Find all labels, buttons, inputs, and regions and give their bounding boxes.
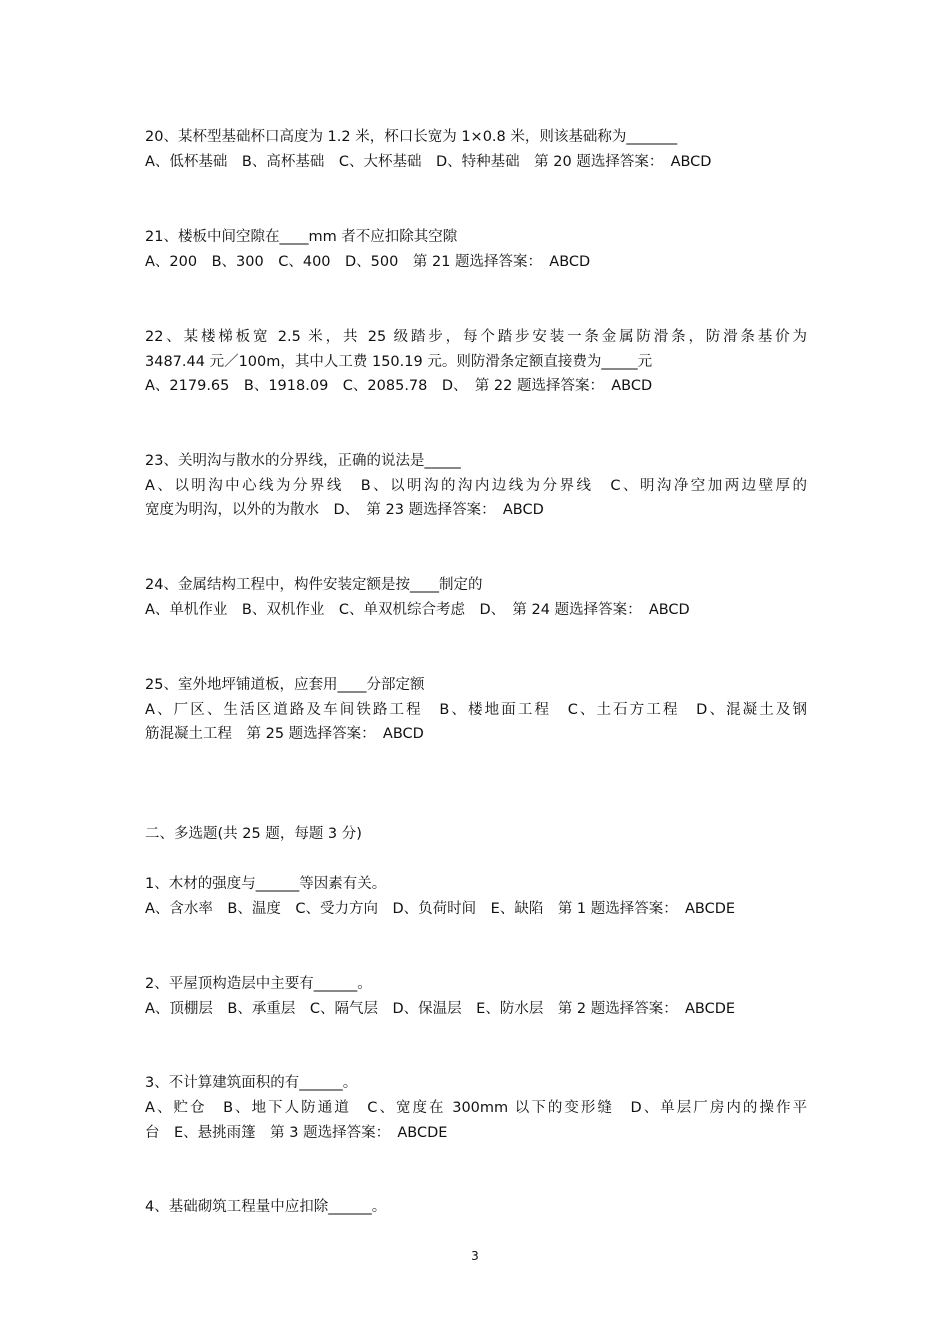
- page-number: 3: [471, 1249, 479, 1263]
- mc-question-3-options-line-1: A、贮仓 B、地下人防通道 C、宽度在 300mm 以下的变形缝 D、单层厂房内的操作平: [145, 1100, 807, 1116]
- question-22-stem-line-2: 3487.44 元／100m，其中人工费 150.19 元。则防滑条定额直接费为_____元: [145, 354, 653, 370]
- mc-question-2-stem: 2、平屋顶构造层中主要有______。: [145, 976, 372, 992]
- question-25-options-line-1: A、厂区、生活区道路及车间铁路工程 B、楼地面工程 C、土石方工程 D、混凝土及钢: [145, 702, 807, 718]
- question-20-stem: 20、某杯型基础杯口高度为 1.2 米，杯口长宽为 1×0.8 米，则该基础称为_______: [145, 129, 678, 145]
- question-20-options: A、低杯基础 B、高杯基础 C、大杯基础 D、特种基础 第 20 题选择答案： ABCD: [145, 154, 712, 170]
- question-23-options-line-2: 宽度为明沟，以外的为散水 D、 第 23 题选择答案： ABCD: [145, 502, 544, 518]
- question-25-stem: 25、室外地坪铺道板，应套用____分部定额: [145, 677, 425, 693]
- question-21-options: A、200 B、300 C、400 D、500 第 21 题选择答案： ABCD: [145, 254, 591, 270]
- question-22-stem-line-1: 22、某楼梯板宽 2.5 米，共 25 级踏步，每个踏步安装一条金属防滑条，防滑条基价为: [145, 329, 807, 345]
- mc-question-3-stem: 3、不计算建筑面积的有______。: [145, 1075, 358, 1091]
- mc-question-1-options: A、含水率 B、温度 C、受力方向 D、负荷时间 E、缺陷 第 1 题选择答案： ABCDE: [145, 901, 736, 917]
- question-25-options-line-2: 筋混凝土工程 第 25 题选择答案： ABCD: [145, 726, 424, 742]
- question-24-stem: 24、金属结构工程中，构件安装定额是按____制定的: [145, 577, 483, 593]
- question-22-options: A、2179.65 B、1918.09 C、2085.78 D、 第 22 题选择答案： ABCD: [145, 378, 653, 394]
- mc-question-3-options-line-2: 台 E、悬挑雨篷 第 3 题选择答案： ABCDE: [145, 1125, 448, 1141]
- section-heading-multiple-choice: 二、多选题(共 25 题，每题 3 分): [145, 826, 362, 842]
- question-23-stem: 23、关明沟与散水的分界线，正确的说法是_____: [145, 453, 461, 469]
- mc-question-1-stem: 1、木材的强度与______等因素有关。: [145, 876, 387, 892]
- question-23-options-line-1: A、以明沟中心线为分界线 B、以明沟的沟内边线为分界线 C、明沟净空加两边壁厚的: [145, 478, 807, 494]
- question-21-stem: 21、楼板中间空隙在____mm 者不应扣除其空隙: [145, 229, 458, 245]
- question-24-options: A、单机作业 B、双机作业 C、单双机综合考虑 D、 第 24 题选择答案： ABCD: [145, 602, 690, 618]
- mc-question-4-stem: 4、基础砌筑工程量中应扣除______。: [145, 1199, 387, 1215]
- mc-question-2-options: A、顶棚层 B、承重层 C、隔气层 D、保温层 E、防水层 第 2 题选择答案： ABCDE: [145, 1001, 736, 1017]
